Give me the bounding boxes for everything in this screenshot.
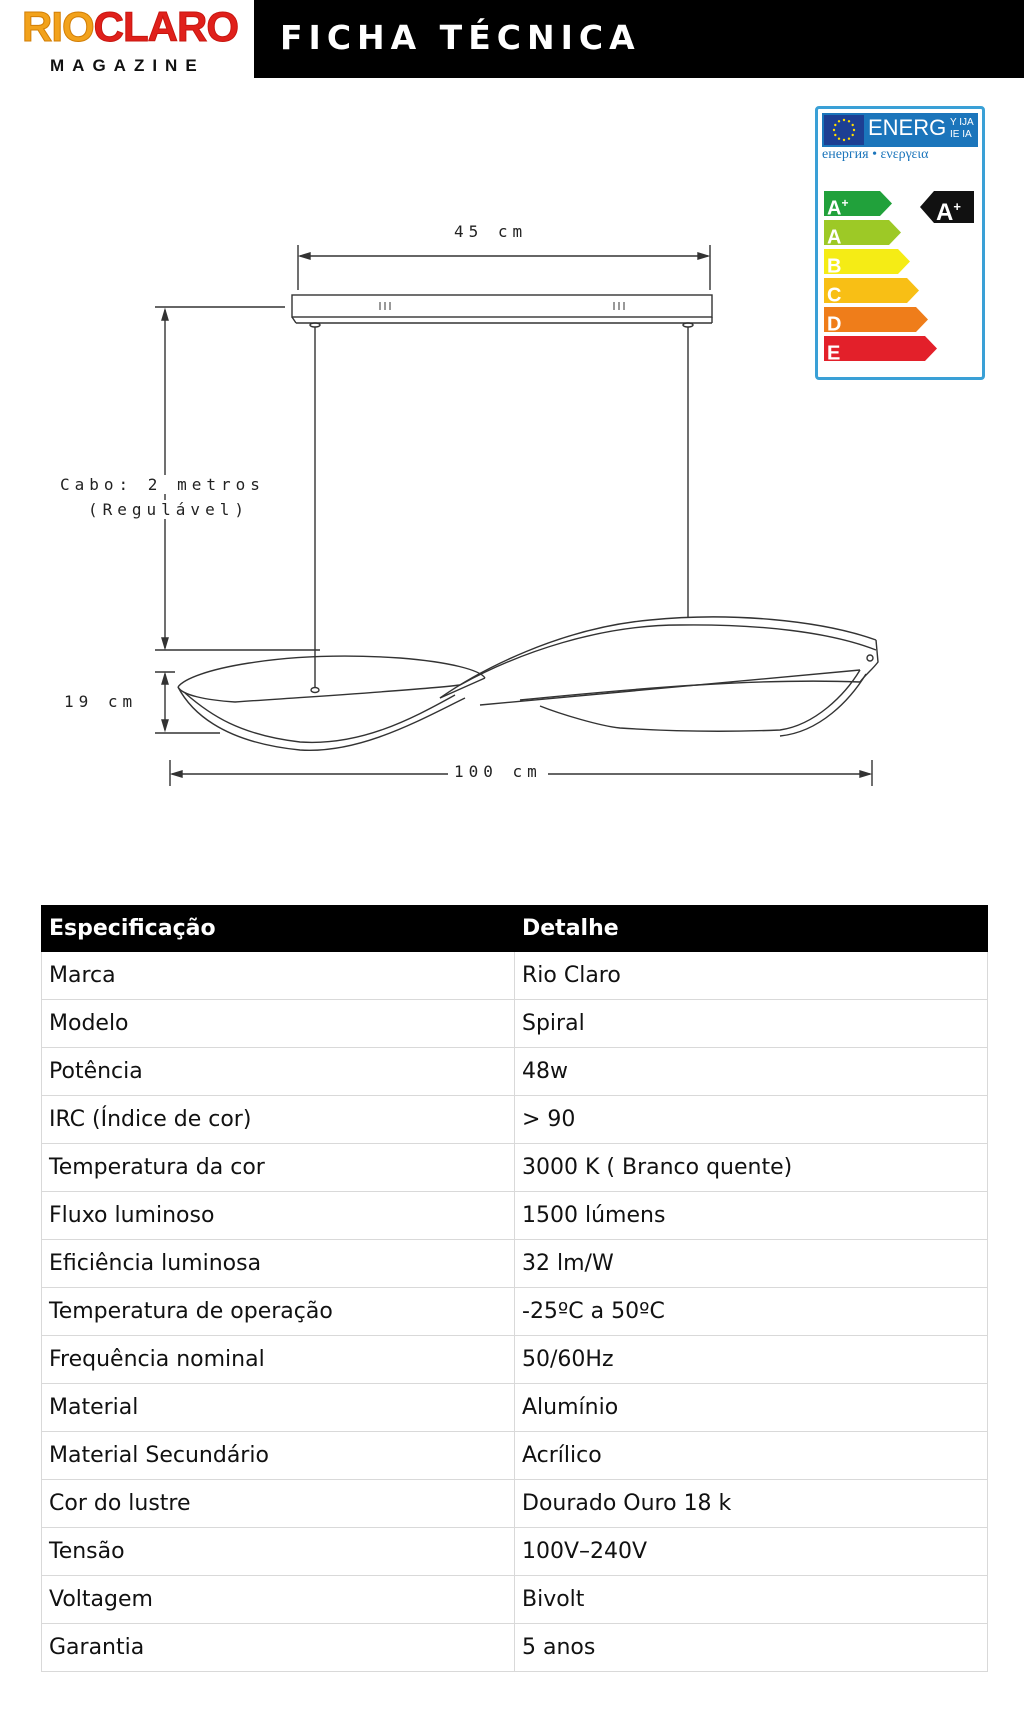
logo-subtitle: MAGAZINE xyxy=(50,56,205,75)
energy-class-label: A xyxy=(827,226,842,249)
spec-value-cell: 48w xyxy=(515,1048,988,1096)
spec-table xyxy=(41,905,988,1672)
spec-name-cell: Potência xyxy=(42,1048,515,1096)
table-row xyxy=(42,1576,988,1624)
table-row xyxy=(42,1336,988,1384)
logo-wordmark: RIOCLARO xyxy=(22,3,238,50)
spec-value-cell: 5 anos xyxy=(515,1624,988,1672)
spec-value-cell: Acrílico xyxy=(515,1432,988,1480)
energy-class-label: A+ xyxy=(827,196,849,220)
spec-name-cell: Tensão xyxy=(42,1528,515,1576)
spec-name-cell: Marca xyxy=(42,952,515,1000)
spec-value-cell: 50/60Hz xyxy=(515,1336,988,1384)
spec-name-cell: Voltagem xyxy=(42,1576,515,1624)
table-row xyxy=(42,1000,988,1048)
spec-name-cell: Material Secundário xyxy=(42,1432,515,1480)
table-row xyxy=(42,1144,988,1192)
header-specification: Especificação xyxy=(42,906,515,952)
height-label: 19 cm xyxy=(64,692,138,711)
spec-value-cell: 32 lm/W xyxy=(515,1240,988,1288)
table-row xyxy=(42,1480,988,1528)
energy-word: ENERG xyxy=(868,115,947,140)
spec-value-cell: Spiral xyxy=(515,1000,988,1048)
table-header-row xyxy=(42,906,988,952)
spec-value-cell: 3000 K ( Branco quente) xyxy=(515,1144,988,1192)
width-bottom-label: 100 cm xyxy=(448,762,548,781)
spec-name-cell: Temperatura de operação xyxy=(42,1288,515,1336)
spec-value-cell: 1500 lúmens xyxy=(515,1192,988,1240)
spec-name-cell: IRC (Índice de cor) xyxy=(42,1096,515,1144)
table-row xyxy=(42,1624,988,1672)
energy-rating-value: A+ xyxy=(936,199,961,226)
energy-small-text: Y IJA IE IA xyxy=(950,117,974,140)
table-row xyxy=(42,1528,988,1576)
spec-value-cell: -25ºC a 50ºC xyxy=(515,1288,988,1336)
spec-value-cell: > 90 xyxy=(515,1096,988,1144)
spec-value-cell: Rio Claro xyxy=(515,952,988,1000)
spec-value-cell: Bivolt xyxy=(515,1576,988,1624)
spec-name-cell: Temperatura da cor xyxy=(42,1144,515,1192)
energy-class-label: B xyxy=(827,255,842,278)
table-row xyxy=(42,1192,988,1240)
energy-label-header xyxy=(822,113,978,147)
spec-name-cell: Eficiência luminosa xyxy=(42,1240,515,1288)
table-row xyxy=(42,952,988,1000)
spec-value-cell: Alumínio xyxy=(515,1384,988,1432)
spec-name-cell: Garantia xyxy=(42,1624,515,1672)
spec-value-cell: 100V–240V xyxy=(515,1528,988,1576)
spec-name-cell: Material xyxy=(42,1384,515,1432)
table-row xyxy=(42,1384,988,1432)
spec-name-cell: Cor do lustre xyxy=(42,1480,515,1528)
eu-flag-icon xyxy=(824,115,864,145)
product-diagram xyxy=(0,150,1024,830)
spec-name-cell: Fluxo luminoso xyxy=(42,1192,515,1240)
table-row xyxy=(42,1048,988,1096)
spec-name-cell: Frequência nominal xyxy=(42,1336,515,1384)
header-bar xyxy=(254,0,1024,78)
cable-length-label: Cabo: 2 metros xyxy=(60,475,265,494)
spec-value-cell: Dourado Ouro 18 k xyxy=(515,1480,988,1528)
brand-logo xyxy=(0,0,254,78)
table-row xyxy=(42,1432,988,1480)
table-row xyxy=(42,1240,988,1288)
energy-class-label: C xyxy=(827,284,842,307)
page-title: FICHA TÉCNICA xyxy=(280,18,641,57)
energy-class-label: D xyxy=(827,313,842,336)
spec-name-cell: Modelo xyxy=(42,1000,515,1048)
header-detail: Detalhe xyxy=(515,906,988,952)
energy-class-label: E xyxy=(827,342,841,365)
table-row xyxy=(42,1288,988,1336)
width-top-label: 45 cm xyxy=(454,222,528,241)
cable-adjustable-label: (Regulável) xyxy=(88,500,249,519)
energy-subtitle: енергия • ενεργεια xyxy=(822,147,929,162)
table-row xyxy=(42,1096,988,1144)
